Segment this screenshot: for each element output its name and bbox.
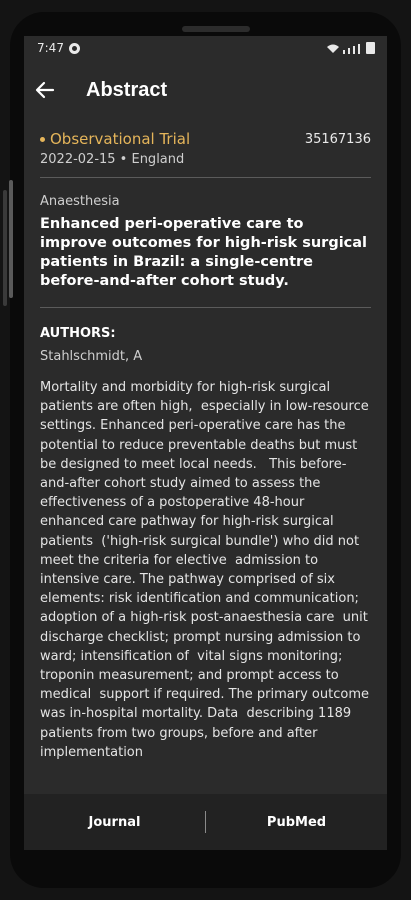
pubmed-button[interactable]: PubMed — [266, 814, 327, 830]
status-time: 7:47 — [37, 41, 64, 55]
signal-bar-icon — [353, 46, 355, 54]
meta-row — [40, 120, 371, 148]
divider — [40, 177, 371, 178]
article-content — [24, 120, 387, 798]
date-location: 2022-02-15 • England — [40, 152, 185, 167]
speaker-grille — [182, 26, 250, 32]
trial-type — [40, 130, 190, 148]
scroll-indicator — [9, 180, 13, 298]
authors-label: AUTHORS: — [40, 326, 116, 341]
app-bar — [24, 60, 387, 120]
divider — [40, 307, 371, 308]
battery-icon — [366, 42, 375, 54]
arrow-left-icon — [35, 80, 55, 100]
status-icons — [326, 42, 375, 54]
status-bar — [24, 36, 387, 60]
signal-bar-icon — [343, 50, 345, 54]
abstract-text: Mortality and morbidity for high-risk surgical patients are often high, especially in low-resource settings. Enhanced peri-operative care has the potential to reduce preventable deaths but must be designed to meet local needs. This before-and-after cohort study aimed to assess the effectiveness of a postoperative 48-hour enhanced care pathway for high-risk surgical patients ('high-risk surgical bundle') who did not meet the criteria for elective admission to intensive care. The pathway comprised of six elements: risk identification and communication; adoption of a high-risk post-anaesthesia care unit discharge checklist; prompt nursing admission to ward; intensification of vital signs monitoring; troponin measurement; and prompt access to medical support if required. The primary outcome was in-hospital mortality. Data describing 1189 patients from two groups, before and after implementation — [40, 380, 374, 760]
article-title: Enhanced peri-operative care to improve outcomes for high-risk surgical patients in Brazil: a single-centre before-and-after cohort study. — [40, 216, 368, 289]
authors: Stahlschmidt, A — [40, 349, 143, 364]
signal-bar-icon — [348, 48, 350, 54]
trial-dot-icon — [40, 137, 45, 142]
category: Anaesthesia — [40, 194, 120, 209]
wifi-icon — [326, 43, 340, 54]
trial-type-label: Observational Trial — [50, 130, 191, 148]
back-button[interactable] — [28, 73, 62, 107]
side-button — [3, 190, 7, 306]
journal-button[interactable]: Journal — [88, 814, 141, 830]
screen — [24, 36, 387, 850]
bottom-bar — [24, 794, 387, 850]
page-title: Abstract — [86, 78, 168, 101]
pmid: 35167136 — [304, 132, 371, 147]
signal-bar-icon — [358, 44, 360, 54]
notification-icon — [69, 43, 80, 54]
